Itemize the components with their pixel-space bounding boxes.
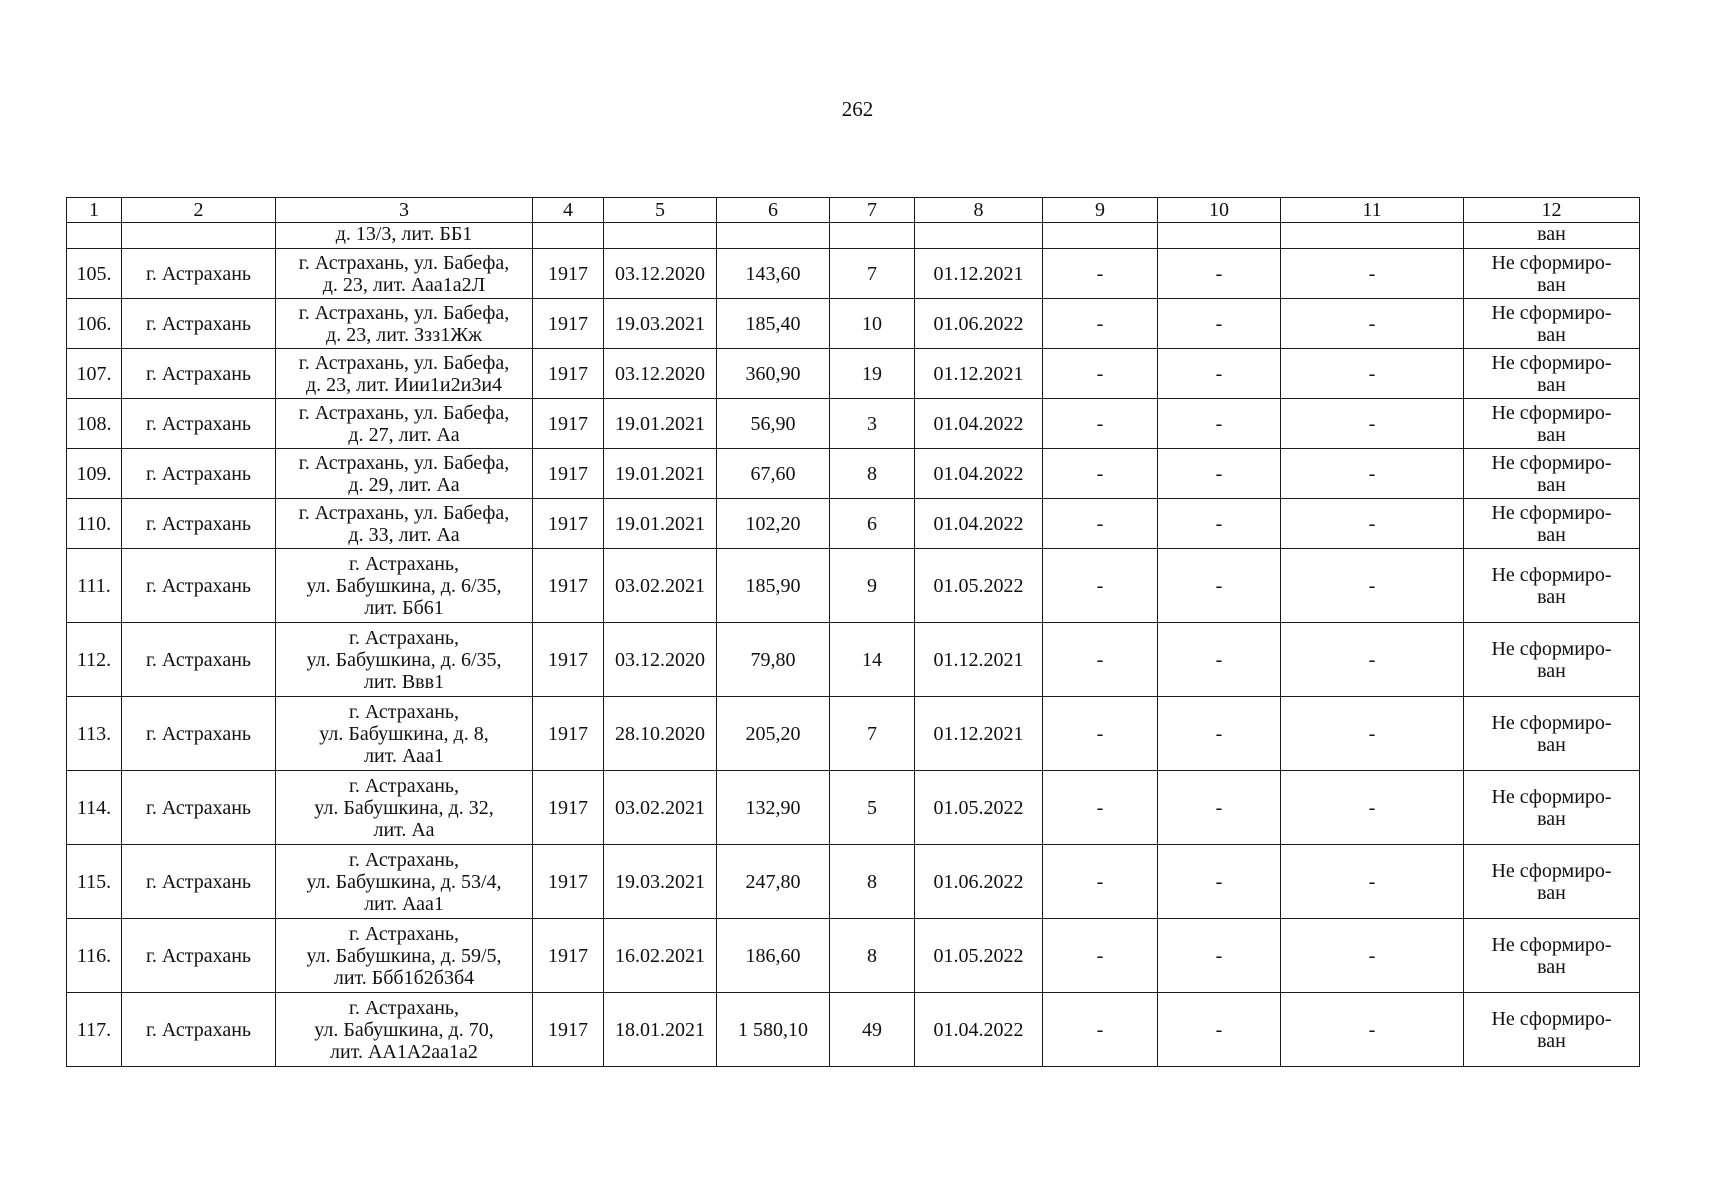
status-cell: Не сформиро- ван bbox=[1464, 349, 1640, 399]
year-cell: 1917 bbox=[533, 399, 604, 449]
column-number-header-row bbox=[67, 198, 1640, 223]
area-cell: 56,90 bbox=[717, 399, 830, 449]
date-cell: 19.01.2021 bbox=[604, 399, 717, 449]
row-number-cell: 115. bbox=[67, 845, 122, 919]
year-cell: 1917 bbox=[533, 349, 604, 399]
area-cell: 186,60 bbox=[717, 919, 830, 993]
cell-empty bbox=[604, 223, 717, 249]
column-header: 4 bbox=[533, 198, 604, 223]
table-row bbox=[67, 845, 1640, 919]
date-cell: 19.03.2021 bbox=[604, 845, 717, 919]
year-cell: 1917 bbox=[533, 249, 604, 299]
address-cell: г. Астрахань, ул. Бабефа, д. 27, лит. Аа bbox=[276, 399, 533, 449]
area-cell: 132,90 bbox=[717, 771, 830, 845]
address-cell: г. Астрахань, ул. Бабефа, д. 23, лит. Ззз1Жж bbox=[276, 299, 533, 349]
column-9-cell: - bbox=[1043, 993, 1158, 1067]
date-cell: 19.01.2021 bbox=[604, 449, 717, 499]
residents-cell: 10 bbox=[830, 299, 915, 349]
residents-cell: 8 bbox=[830, 449, 915, 499]
column-9-cell: - bbox=[1043, 549, 1158, 623]
cell-empty bbox=[122, 223, 276, 249]
residents-cell: 8 bbox=[830, 845, 915, 919]
address-cell: г. Астрахань, ул. Бабушкина, д. 8, лит. Ааа1 bbox=[276, 697, 533, 771]
continuation-row bbox=[67, 223, 1640, 249]
address-cell: г. Астрахань, ул. Бабефа, д. 33, лит. Аа bbox=[276, 499, 533, 549]
city-cell: г. Астрахань bbox=[122, 771, 276, 845]
date-cell: 28.10.2020 bbox=[604, 697, 717, 771]
deadline-date-cell: 01.06.2022 bbox=[915, 299, 1043, 349]
column-10-cell: - bbox=[1158, 549, 1281, 623]
column-10-cell: - bbox=[1158, 845, 1281, 919]
continued-address-cell: д. 13/3, лит. ББ1 bbox=[276, 223, 533, 249]
column-9-cell: - bbox=[1043, 771, 1158, 845]
date-cell: 18.01.2021 bbox=[604, 993, 717, 1067]
date-cell: 16.02.2021 bbox=[604, 919, 717, 993]
row-number-cell: 112. bbox=[67, 623, 122, 697]
column-9-cell: - bbox=[1043, 919, 1158, 993]
column-11-cell: - bbox=[1281, 349, 1464, 399]
column-11-cell: - bbox=[1281, 499, 1464, 549]
column-11-cell: - bbox=[1281, 299, 1464, 349]
address-cell: г. Астрахань, ул. Бабушкина, д. 70, лит. АА1А2аа1а2 bbox=[276, 993, 533, 1067]
column-10-cell: - bbox=[1158, 399, 1281, 449]
column-header: 12 bbox=[1464, 198, 1640, 223]
city-cell: г. Астрахань bbox=[122, 249, 276, 299]
date-cell: 03.02.2021 bbox=[604, 771, 717, 845]
residents-cell: 9 bbox=[830, 549, 915, 623]
column-10-cell: - bbox=[1158, 993, 1281, 1067]
deadline-date-cell: 01.12.2021 bbox=[915, 697, 1043, 771]
status-cell: Не сформиро- ван bbox=[1464, 249, 1640, 299]
area-cell: 360,90 bbox=[717, 349, 830, 399]
address-cell: г. Астрахань, ул. Бабушкина, д. 59/5, лит. Ббб1б2б3б4 bbox=[276, 919, 533, 993]
year-cell: 1917 bbox=[533, 499, 604, 549]
column-10-cell: - bbox=[1158, 449, 1281, 499]
deadline-date-cell: 01.05.2022 bbox=[915, 919, 1043, 993]
address-cell: г. Астрахань, ул. Бабушкина, д. 6/35, лит. Ввв1 bbox=[276, 623, 533, 697]
residents-cell: 6 bbox=[830, 499, 915, 549]
table-row bbox=[67, 919, 1640, 993]
city-cell: г. Астрахань bbox=[122, 449, 276, 499]
date-cell: 03.12.2020 bbox=[604, 349, 717, 399]
column-9-cell: - bbox=[1043, 249, 1158, 299]
row-number-cell: 107. bbox=[67, 349, 122, 399]
status-cell: Не сформиро- ван bbox=[1464, 993, 1640, 1067]
area-cell: 205,20 bbox=[717, 697, 830, 771]
area-cell: 143,60 bbox=[717, 249, 830, 299]
table-row bbox=[67, 349, 1640, 399]
city-cell: г. Астрахань bbox=[122, 499, 276, 549]
city-cell: г. Астрахань bbox=[122, 919, 276, 993]
address-cell: г. Астрахань, ул. Бабушкина, д. 6/35, лит. Бб61 bbox=[276, 549, 533, 623]
deadline-date-cell: 01.12.2021 bbox=[915, 249, 1043, 299]
column-header: 1 bbox=[67, 198, 122, 223]
residents-cell: 14 bbox=[830, 623, 915, 697]
column-header: 11 bbox=[1281, 198, 1464, 223]
cell-empty bbox=[1281, 223, 1464, 249]
row-number-cell: 111. bbox=[67, 549, 122, 623]
status-cell: Не сформиро- ван bbox=[1464, 919, 1640, 993]
table-row bbox=[67, 623, 1640, 697]
table-row bbox=[67, 449, 1640, 499]
cell-empty bbox=[67, 223, 122, 249]
cell-empty bbox=[830, 223, 915, 249]
city-cell: г. Астрахань bbox=[122, 697, 276, 771]
status-cell: Не сформиро- ван bbox=[1464, 399, 1640, 449]
continued-status-cell: ван bbox=[1464, 223, 1640, 249]
deadline-date-cell: 01.04.2022 bbox=[915, 499, 1043, 549]
area-cell: 185,90 bbox=[717, 549, 830, 623]
row-number-cell: 106. bbox=[67, 299, 122, 349]
column-10-cell: - bbox=[1158, 349, 1281, 399]
cell-empty bbox=[533, 223, 604, 249]
column-header: 8 bbox=[915, 198, 1043, 223]
row-number-cell: 113. bbox=[67, 697, 122, 771]
address-cell: г. Астрахань, ул. Бабефа, д. 29, лит. Аа bbox=[276, 449, 533, 499]
column-header: 6 bbox=[717, 198, 830, 223]
column-11-cell: - bbox=[1281, 993, 1464, 1067]
status-cell: Не сформиро- ван bbox=[1464, 845, 1640, 919]
column-header: 2 bbox=[122, 198, 276, 223]
column-header: 9 bbox=[1043, 198, 1158, 223]
year-cell: 1917 bbox=[533, 993, 604, 1067]
row-number-cell: 109. bbox=[67, 449, 122, 499]
city-cell: г. Астрахань bbox=[122, 623, 276, 697]
column-10-cell: - bbox=[1158, 249, 1281, 299]
city-cell: г. Астрахань bbox=[122, 993, 276, 1067]
status-cell: Не сформиро- ван bbox=[1464, 499, 1640, 549]
deadline-date-cell: 01.12.2021 bbox=[915, 349, 1043, 399]
column-11-cell: - bbox=[1281, 697, 1464, 771]
year-cell: 1917 bbox=[533, 549, 604, 623]
city-cell: г. Астрахань bbox=[122, 399, 276, 449]
deadline-date-cell: 01.06.2022 bbox=[915, 845, 1043, 919]
date-cell: 03.02.2021 bbox=[604, 549, 717, 623]
column-10-cell: - bbox=[1158, 771, 1281, 845]
residents-cell: 7 bbox=[830, 697, 915, 771]
deadline-date-cell: 01.04.2022 bbox=[915, 399, 1043, 449]
status-cell: Не сформиро- ван bbox=[1464, 771, 1640, 845]
date-cell: 03.12.2020 bbox=[604, 249, 717, 299]
residents-cell: 49 bbox=[830, 993, 915, 1067]
column-11-cell: - bbox=[1281, 623, 1464, 697]
residents-cell: 3 bbox=[830, 399, 915, 449]
row-number-cell: 105. bbox=[67, 249, 122, 299]
column-10-cell: - bbox=[1158, 919, 1281, 993]
column-9-cell: - bbox=[1043, 499, 1158, 549]
column-10-cell: - bbox=[1158, 623, 1281, 697]
area-cell: 102,20 bbox=[717, 499, 830, 549]
address-cell: г. Астрахань, ул. Бабефа, д. 23, лит. Ааа1а2Л bbox=[276, 249, 533, 299]
status-cell: Не сформиро- ван bbox=[1464, 299, 1640, 349]
city-cell: г. Астрахань bbox=[122, 845, 276, 919]
page-number: 262 bbox=[841, 97, 874, 121]
deadline-date-cell: 01.05.2022 bbox=[915, 549, 1043, 623]
year-cell: 1917 bbox=[533, 845, 604, 919]
housing-registry-table bbox=[66, 197, 1640, 1067]
column-10-cell: - bbox=[1158, 499, 1281, 549]
area-cell: 1 580,10 bbox=[717, 993, 830, 1067]
deadline-date-cell: 01.12.2021 bbox=[915, 623, 1043, 697]
column-10-cell: - bbox=[1158, 299, 1281, 349]
date-cell: 19.01.2021 bbox=[604, 499, 717, 549]
year-cell: 1917 bbox=[533, 299, 604, 349]
city-cell: г. Астрахань bbox=[122, 349, 276, 399]
address-cell: г. Астрахань, ул. Бабефа, д. 23, лит. Иии1и2и3и4 bbox=[276, 349, 533, 399]
deadline-date-cell: 01.04.2022 bbox=[915, 449, 1043, 499]
residents-cell: 5 bbox=[830, 771, 915, 845]
table-row bbox=[67, 399, 1640, 449]
table-row bbox=[67, 299, 1640, 349]
status-cell: Не сформиро- ван bbox=[1464, 449, 1640, 499]
table-row bbox=[67, 993, 1640, 1067]
table-row bbox=[67, 549, 1640, 623]
column-9-cell: - bbox=[1043, 449, 1158, 499]
cell-empty bbox=[915, 223, 1043, 249]
date-cell: 03.12.2020 bbox=[604, 623, 717, 697]
year-cell: 1917 bbox=[533, 697, 604, 771]
area-cell: 247,80 bbox=[717, 845, 830, 919]
column-11-cell: - bbox=[1281, 919, 1464, 993]
year-cell: 1917 bbox=[533, 919, 604, 993]
column-9-cell: - bbox=[1043, 623, 1158, 697]
cell-empty bbox=[717, 223, 830, 249]
row-number-cell: 114. bbox=[67, 771, 122, 845]
row-number-cell: 108. bbox=[67, 399, 122, 449]
column-header: 3 bbox=[276, 198, 533, 223]
year-cell: 1917 bbox=[533, 449, 604, 499]
column-9-cell: - bbox=[1043, 299, 1158, 349]
column-9-cell: - bbox=[1043, 399, 1158, 449]
row-number-cell: 116. bbox=[67, 919, 122, 993]
date-cell: 19.03.2021 bbox=[604, 299, 717, 349]
table-row bbox=[67, 697, 1640, 771]
residents-cell: 19 bbox=[830, 349, 915, 399]
status-cell: Не сформиро- ван bbox=[1464, 697, 1640, 771]
deadline-date-cell: 01.04.2022 bbox=[915, 993, 1043, 1067]
table-row bbox=[67, 499, 1640, 549]
address-cell: г. Астрахань, ул. Бабушкина, д. 32, лит. Аа bbox=[276, 771, 533, 845]
deadline-date-cell: 01.05.2022 bbox=[915, 771, 1043, 845]
column-11-cell: - bbox=[1281, 845, 1464, 919]
area-cell: 79,80 bbox=[717, 623, 830, 697]
year-cell: 1917 bbox=[533, 771, 604, 845]
column-9-cell: - bbox=[1043, 845, 1158, 919]
city-cell: г. Астрахань bbox=[122, 299, 276, 349]
column-11-cell: - bbox=[1281, 249, 1464, 299]
column-10-cell: - bbox=[1158, 697, 1281, 771]
column-11-cell: - bbox=[1281, 771, 1464, 845]
column-header: 10 bbox=[1158, 198, 1281, 223]
table-row bbox=[67, 249, 1640, 299]
area-cell: 185,40 bbox=[717, 299, 830, 349]
city-cell: г. Астрахань bbox=[122, 549, 276, 623]
column-9-cell: - bbox=[1043, 349, 1158, 399]
status-cell: Не сформиро- ван bbox=[1464, 549, 1640, 623]
column-11-cell: - bbox=[1281, 549, 1464, 623]
cell-empty bbox=[1043, 223, 1158, 249]
status-cell: Не сформиро- ван bbox=[1464, 623, 1640, 697]
row-number-cell: 110. bbox=[67, 499, 122, 549]
table-row bbox=[67, 771, 1640, 845]
residents-cell: 8 bbox=[830, 919, 915, 993]
row-number-cell: 117. bbox=[67, 993, 122, 1067]
residents-cell: 7 bbox=[830, 249, 915, 299]
address-cell: г. Астрахань, ул. Бабушкина, д. 53/4, лит. Ааа1 bbox=[276, 845, 533, 919]
cell-empty bbox=[1158, 223, 1281, 249]
column-header: 7 bbox=[830, 198, 915, 223]
area-cell: 67,60 bbox=[717, 449, 830, 499]
column-11-cell: - bbox=[1281, 449, 1464, 499]
column-header: 5 bbox=[604, 198, 717, 223]
column-9-cell: - bbox=[1043, 697, 1158, 771]
column-11-cell: - bbox=[1281, 399, 1464, 449]
year-cell: 1917 bbox=[533, 623, 604, 697]
